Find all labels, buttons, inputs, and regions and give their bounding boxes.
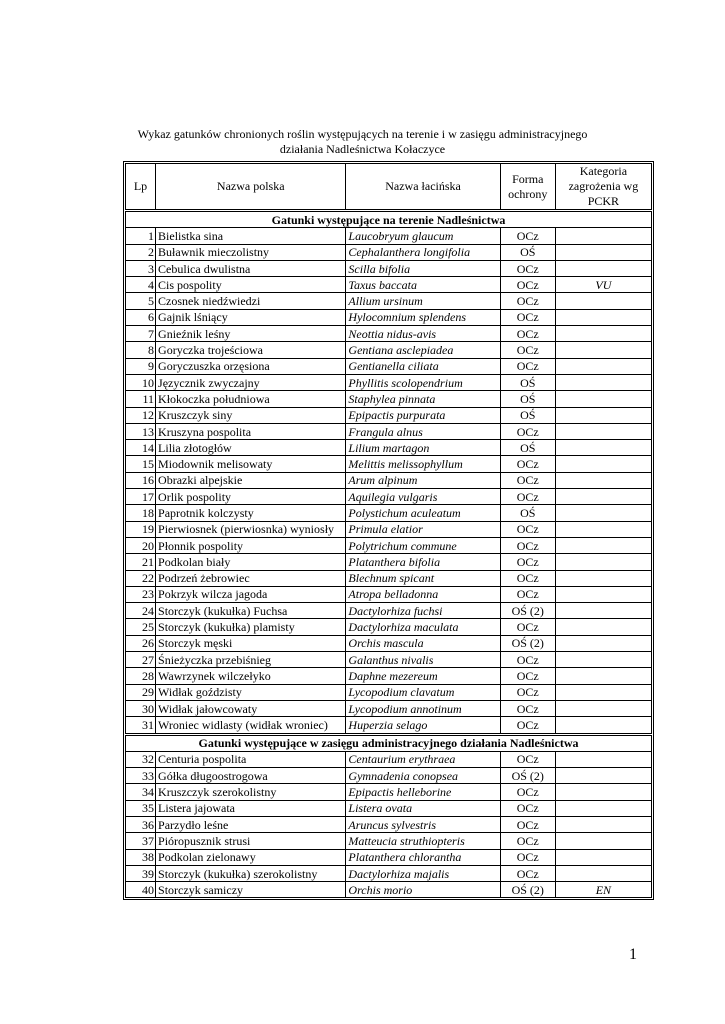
cell-polish-name: Obrazki alpejskie [156,472,346,488]
table-row [126,751,652,767]
cell-protection-form: OŚ [500,440,555,456]
cell-polish-name: Centuria pospolita [156,751,346,767]
cell-polish-name: Orlik pospolity [156,489,346,505]
table-row [126,554,652,570]
cell-threat-category [555,407,651,423]
section-header-row [126,211,652,228]
cell-protection-form: OŚ [500,391,555,407]
cell-lp: 38 [126,849,156,865]
title-line-1: Wykaz gatunków chronionych roślin występujących na terenie i w zasięgu administracyjnego [137,127,588,141]
cell-polish-name: Gółka długoostrogowa [156,768,346,784]
cell-polish-name: Pierwiosnek (pierwiosnka) wyniosły [156,521,346,537]
cell-latin-name: Dactylorhiza fuchsi [346,603,500,619]
table-row [126,260,652,276]
cell-threat-category [555,684,651,700]
cell-latin-name: Lilium martagon [346,440,500,456]
cell-latin-name: Epipactis purpurata [346,407,500,423]
table-row [126,849,652,865]
cell-threat-category [555,570,651,586]
cell-latin-name: Orchis morio [346,882,500,898]
cell-latin-name: Cephalanthera longifolia [346,244,500,260]
cell-polish-name: Storczyk męski [156,635,346,651]
cell-protection-form: OCz [500,277,555,293]
cell-lp: 10 [126,374,156,390]
cell-polish-name: Miodownik melisowaty [156,456,346,472]
cell-latin-name: Blechnum spicant [346,570,500,586]
cell-threat-category [555,603,651,619]
cell-threat-category [555,489,651,505]
cell-latin-name: Laucobryum glaucum [346,228,500,244]
cell-protection-form: OCz [500,619,555,635]
cell-polish-name: Storczyk samiczy [156,882,346,898]
cell-threat-category [555,768,651,784]
table-row [126,423,652,439]
cell-latin-name: Polytrichum commune [346,537,500,553]
cell-latin-name: Centaurium erythraea [346,751,500,767]
cell-protection-form: OŚ [500,407,555,423]
page-number: 1 [629,946,637,963]
cell-threat-category [555,521,651,537]
species-table [125,163,652,898]
cell-protection-form: OCz [500,849,555,865]
cell-polish-name: Listera jajowata [156,800,346,816]
cell-protection-form: OCz [500,865,555,881]
cell-protection-form: OCz [500,717,555,734]
cell-latin-name: Platanthera chlorantha [346,849,500,865]
cell-latin-name: Daphne mezereum [346,668,500,684]
cell-protection-form: OCz [500,489,555,505]
cell-protection-form: OŚ (2) [500,768,555,784]
cell-latin-name: Staphylea pinnata [346,391,500,407]
cell-lp: 2 [126,244,156,260]
cell-protection-form: OCz [500,833,555,849]
cell-threat-category [555,537,651,553]
cell-lp: 26 [126,635,156,651]
cell-lp: 31 [126,717,156,734]
cell-latin-name: Platanthera bifolia [346,554,500,570]
document-title [0,127,725,157]
section-header-row [126,734,652,751]
cell-polish-name: Bielistka sina [156,228,346,244]
table-row [126,374,652,390]
table-row [126,768,652,784]
cell-latin-name: Taxus baccata [346,277,500,293]
cell-protection-form: OCz [500,423,555,439]
cell-latin-name: Epipactis helleborine [346,784,500,800]
cell-polish-name: Języcznik zwyczajny [156,374,346,390]
cell-polish-name: Storczyk (kukułka) plamisty [156,619,346,635]
cell-lp: 39 [126,865,156,881]
cell-threat-category: EN [555,882,651,898]
cell-latin-name: Listera ovata [346,800,500,816]
table-row [126,603,652,619]
table-row [126,684,652,700]
cell-polish-name: Wawrzynek wilczełyko [156,668,346,684]
cell-latin-name: Melittis melissophyllum [346,456,500,472]
cell-protection-form: OCz [500,342,555,358]
cell-polish-name: Goryczuszka orzęsiona [156,358,346,374]
section-title: Gatunki występujące w zasięgu administracyjnego działania Nadleśnictwa [126,734,652,751]
cell-protection-form: OCz [500,554,555,570]
table-row [126,521,652,537]
cell-protection-form: OCz [500,260,555,276]
cell-lp: 12 [126,407,156,423]
cell-lp: 35 [126,800,156,816]
table-row [126,816,652,832]
cell-latin-name: Frangula alnus [346,423,500,439]
cell-protection-form: OŚ [500,244,555,260]
table-row [126,784,652,800]
cell-threat-category [555,472,651,488]
table-row [126,489,652,505]
cell-latin-name: Matteucia struthiopteris [346,833,500,849]
cell-lp: 29 [126,684,156,700]
header-polish-name: Nazwa polska [156,164,346,211]
cell-protection-form: OCz [500,456,555,472]
cell-latin-name: Huperzia selago [346,717,500,734]
header-protection-form: Forma ochrony [500,164,555,211]
cell-latin-name: Hylocomnium splendens [346,309,500,325]
cell-lp: 17 [126,489,156,505]
table-row [126,570,652,586]
cell-polish-name: Gajnik lśniący [156,309,346,325]
cell-protection-form: OCz [500,586,555,602]
cell-lp: 22 [126,570,156,586]
cell-protection-form: OCz [500,816,555,832]
cell-latin-name: Gentianella ciliata [346,358,500,374]
cell-polish-name: Cis pospolity [156,277,346,293]
cell-polish-name: Wroniec widlasty (widłak wroniec) [156,717,346,734]
cell-lp: 13 [126,423,156,439]
cell-threat-category [555,358,651,374]
cell-threat-category [555,554,651,570]
cell-protection-form: OCz [500,293,555,309]
cell-protection-form: OCz [500,326,555,342]
table-row [126,277,652,293]
cell-protection-form: OCz [500,800,555,816]
table-row [126,652,652,668]
cell-polish-name: Goryczka trojeściowa [156,342,346,358]
cell-threat-category [555,423,651,439]
cell-threat-category [555,244,651,260]
cell-threat-category [555,505,651,521]
cell-threat-category [555,700,651,716]
table-row [126,293,652,309]
cell-protection-form: OCz [500,521,555,537]
cell-threat-category [555,865,651,881]
cell-lp: 3 [126,260,156,276]
cell-polish-name: Buławnik mieczolistny [156,244,346,260]
cell-protection-form: OŚ (2) [500,882,555,898]
table-row [126,635,652,651]
cell-polish-name: Storczyk (kukułka) szerokolistny [156,865,346,881]
cell-protection-form: OCz [500,751,555,767]
header-latin-name: Nazwa łacińska [346,164,500,211]
cell-protection-form: OŚ (2) [500,635,555,651]
table-row [126,309,652,325]
cell-polish-name: Pióropusznik strusi [156,833,346,849]
cell-lp: 32 [126,751,156,767]
cell-lp: 14 [126,440,156,456]
cell-protection-form: OCz [500,652,555,668]
cell-threat-category [555,784,651,800]
cell-lp: 33 [126,768,156,784]
cell-polish-name: Paprotnik kolczysty [156,505,346,521]
cell-threat-category [555,309,651,325]
cell-lp: 34 [126,784,156,800]
cell-lp: 28 [126,668,156,684]
cell-protection-form: OCz [500,668,555,684]
cell-latin-name: Phyllitis scolopendrium [346,374,500,390]
cell-protection-form: OCz [500,228,555,244]
cell-latin-name: Galanthus nivalis [346,652,500,668]
cell-threat-category [555,668,651,684]
cell-threat-category [555,260,651,276]
table-body [126,211,652,898]
cell-threat-category [555,293,651,309]
table-row [126,407,652,423]
cell-lp: 18 [126,505,156,521]
table-row [126,537,652,553]
cell-threat-category [555,456,651,472]
table-row [126,228,652,244]
cell-protection-form: OCz [500,784,555,800]
cell-lp: 27 [126,652,156,668]
cell-threat-category [555,833,651,849]
cell-polish-name: Lilia złotogłów [156,440,346,456]
cell-lp: 25 [126,619,156,635]
table-row [126,391,652,407]
cell-threat-category [555,440,651,456]
table-row [126,456,652,472]
header-threat-category: Kategoria zagrożenia wg PCKR [555,164,651,211]
cell-lp: 7 [126,326,156,342]
table-row [126,882,652,898]
cell-protection-form: OŚ (2) [500,603,555,619]
cell-protection-form: OŚ [500,374,555,390]
cell-threat-category [555,326,651,342]
cell-threat-category [555,342,651,358]
cell-latin-name: Orchis mascula [346,635,500,651]
cell-polish-name: Gnieźnik leśny [156,326,346,342]
table-row [126,472,652,488]
cell-threat-category [555,717,651,734]
section-title: Gatunki występujące na terenie Nadleśnictwa [126,211,652,228]
cell-protection-form: OCz [500,309,555,325]
cell-polish-name: Czosnek niedźwiedzi [156,293,346,309]
cell-threat-category [555,816,651,832]
cell-lp: 5 [126,293,156,309]
cell-threat-category [555,635,651,651]
cell-lp: 15 [126,456,156,472]
cell-lp: 37 [126,833,156,849]
title-line-2: działania Nadleśnictwa Kołaczyce [279,142,446,156]
cell-polish-name: Płonnik pospolity [156,537,346,553]
cell-protection-form: OCz [500,472,555,488]
cell-latin-name: Dactylorhiza majalis [346,865,500,881]
cell-latin-name: Aquilegia vulgaris [346,489,500,505]
cell-threat-category [555,652,651,668]
cell-threat-category [555,228,651,244]
cell-latin-name: Lycopodium annotinum [346,700,500,716]
cell-latin-name: Arum alpinum [346,472,500,488]
cell-latin-name: Neottia nidus-avis [346,326,500,342]
cell-lp: 1 [126,228,156,244]
header-row [126,164,652,211]
cell-latin-name: Scilla bifolia [346,260,500,276]
cell-latin-name: Polystichum aculeatum [346,505,500,521]
cell-latin-name: Dactylorhiza maculata [346,619,500,635]
cell-lp: 23 [126,586,156,602]
cell-threat-category [555,391,651,407]
cell-threat-category: VU [555,277,651,293]
table-row [126,865,652,881]
cell-protection-form: OCz [500,684,555,700]
cell-threat-category [555,586,651,602]
cell-lp: 16 [126,472,156,488]
cell-protection-form: OCz [500,358,555,374]
table-row [126,440,652,456]
cell-lp: 30 [126,700,156,716]
cell-latin-name: Aruncus sylvestris [346,816,500,832]
cell-latin-name: Primula elatior [346,521,500,537]
table-row [126,326,652,342]
cell-lp: 9 [126,358,156,374]
cell-threat-category [555,374,651,390]
cell-latin-name: Gentiana asclepiadea [346,342,500,358]
cell-protection-form: OCz [500,570,555,586]
cell-lp: 40 [126,882,156,898]
cell-polish-name: Kruszczyk siny [156,407,346,423]
cell-threat-category [555,849,651,865]
cell-polish-name: Kłokoczka południowa [156,391,346,407]
cell-polish-name: Kruszyna pospolita [156,423,346,439]
table-row [126,358,652,374]
cell-protection-form: OCz [500,537,555,553]
cell-lp: 6 [126,309,156,325]
header-lp: Lp [126,164,156,211]
cell-polish-name: Widłak jałowcowaty [156,700,346,716]
cell-protection-form: OCz [500,700,555,716]
cell-lp: 19 [126,521,156,537]
cell-polish-name: Pokrzyk wilcza jagoda [156,586,346,602]
table-row [126,505,652,521]
cell-lp: 36 [126,816,156,832]
cell-lp: 21 [126,554,156,570]
cell-polish-name: Storczyk (kukułka) Fuchsa [156,603,346,619]
table-row [126,717,652,734]
cell-threat-category [555,800,651,816]
cell-latin-name: Allium ursinum [346,293,500,309]
cell-polish-name: Śnieżyczka przebiśnieg [156,652,346,668]
table-row [126,800,652,816]
cell-lp: 4 [126,277,156,293]
cell-polish-name: Kruszczyk szerokolistny [156,784,346,800]
cell-latin-name: Atropa belladonna [346,586,500,602]
cell-lp: 20 [126,537,156,553]
cell-lp: 8 [126,342,156,358]
cell-latin-name: Lycopodium clavatum [346,684,500,700]
cell-polish-name: Parzydło leśne [156,816,346,832]
cell-polish-name: Podrzeń żebrowiec [156,570,346,586]
table-row [126,668,652,684]
table-row [126,342,652,358]
table-row [126,244,652,260]
table-row [126,586,652,602]
cell-polish-name: Podkolan biały [156,554,346,570]
cell-latin-name: Gymnadenia conopsea [346,768,500,784]
table-row [126,833,652,849]
cell-polish-name: Cebulica dwulistna [156,260,346,276]
cell-protection-form: OŚ [500,505,555,521]
cell-polish-name: Widłak goździsty [156,684,346,700]
cell-threat-category [555,619,651,635]
cell-lp: 24 [126,603,156,619]
table-row [126,700,652,716]
species-table-frame [123,161,654,900]
cell-lp: 11 [126,391,156,407]
table-row [126,619,652,635]
cell-threat-category [555,751,651,767]
cell-polish-name: Podkolan zielonawy [156,849,346,865]
